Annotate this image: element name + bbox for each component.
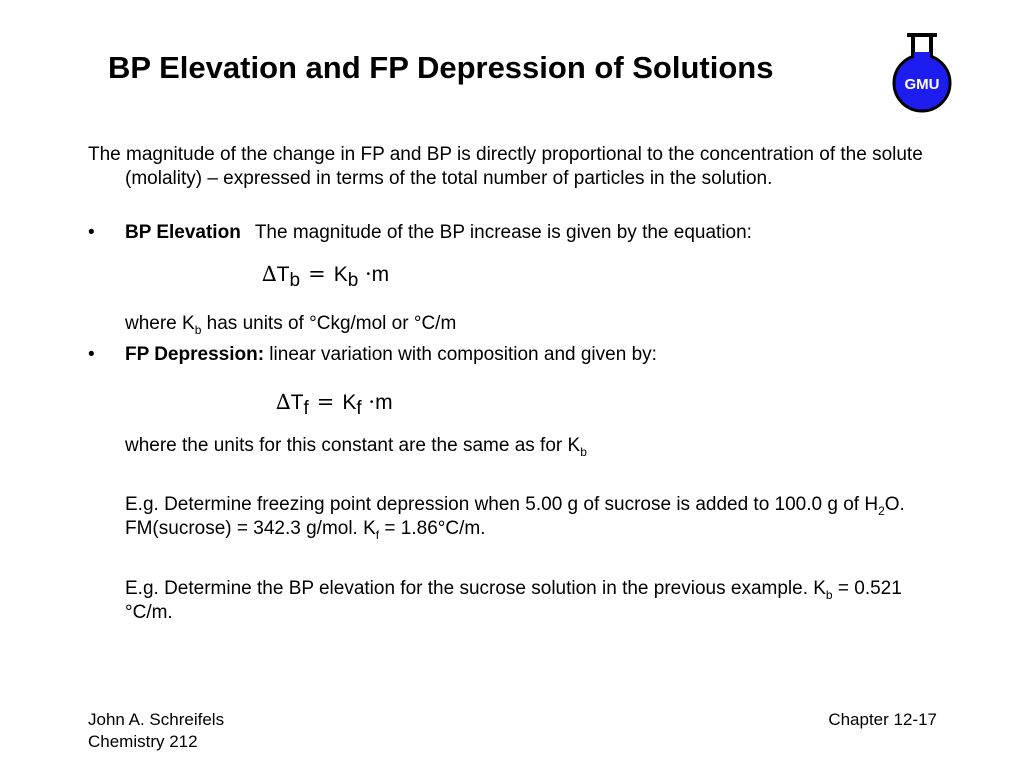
footer-author-block [88,709,224,753]
footer-author: John A. Schreifels [88,710,225,729]
intro-paragraph: The magnitude of the change in FP and BP is directly proportional to the concentration of the solute (molality) – expressed in terms of the total number of particles in the solution. [88,144,923,189]
bp-units-note: where $K_b$ has units of °Ckg/mol or °C/m [125,313,457,337]
flask-icon [890,28,956,114]
fp-depression-text: linear variation with composition and given by: [264,344,657,365]
bp-elevation-text: The magnitude of the BP increase is given by the equation: [254,222,752,243]
example-fp-depression: E.g. Determine freezing point depression when 5.00 g of sucrose is added to 100.0 g of $H_2O$. FM(sucrose) = 342.3 g/mol. $K_f = 1.86^\circ C/m$. [125,494,905,542]
bullet-marker: • [88,344,95,365]
example-bp-elevation: E.g. Determine the BP elevation for the sucrose solution in the previous example. $K_b = 0.521$ °C/m. [125,578,902,623]
bp-elevation-label: BP Elevation [125,222,241,243]
slide-title: BP Elevation and FP Depression of Solutions [108,50,774,85]
fp-units-note: where the units for this constant are the same as for $K_b$ [125,435,587,459]
fp-depression-label: FP Depression: [125,344,265,365]
gmu-logo [890,28,956,114]
bullet-marker: • [88,222,95,243]
bp-equation: ∆Tb = Kb ·m [262,262,390,291]
footer-chapter: Chapter 12-17 [828,710,937,729]
logo-text: GMU [904,76,940,93]
footer-course: Chemistry 212 [88,732,198,751]
fp-equation: ∆Tf = Kf ·m [276,390,393,419]
